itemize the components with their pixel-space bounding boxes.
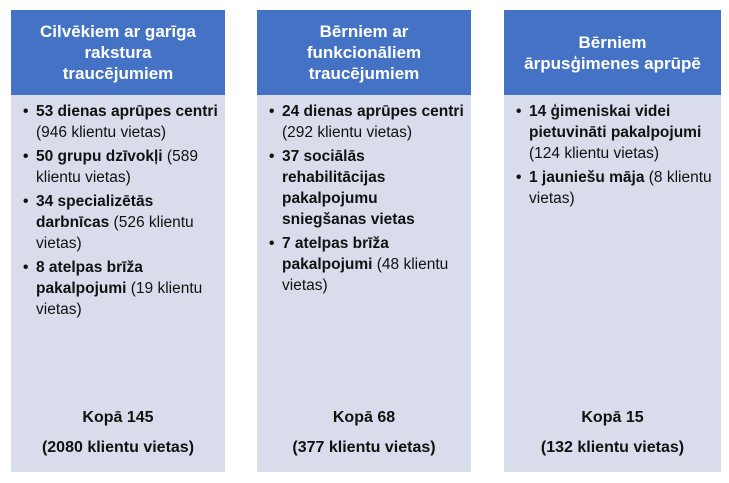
bullet: •	[516, 103, 522, 120]
list-item	[269, 146, 465, 230]
item-count: 1 jauniešu māja	[529, 169, 645, 186]
column-header	[11, 10, 225, 95]
total-places: (132 klientu vietas)	[540, 439, 685, 456]
list-item	[23, 191, 219, 254]
title-line: traucējumiem	[62, 64, 174, 83]
list-item	[516, 167, 715, 209]
item-detail: (292 klientu vietas)	[282, 124, 413, 141]
total-count: Kopā 68	[332, 409, 396, 426]
item-detail: (8 klientu vietas)	[529, 169, 712, 207]
list-item	[23, 257, 219, 320]
item-detail: (946 klientu vietas)	[36, 124, 167, 141]
bullet: •	[23, 103, 29, 120]
item-count: 7 atelpas brīža pakalpojumi	[282, 235, 389, 273]
total-count: Kopā 145	[82, 409, 154, 426]
item-count: 8 atelpas brīža pakalpojumi	[36, 259, 143, 297]
bullet: •	[23, 259, 29, 276]
column-body	[11, 95, 225, 472]
item-count: 53 dienas aprūpes centri	[36, 103, 218, 120]
title-line: ārpusģimenes aprūpē	[524, 53, 701, 73]
title-line: traucējumiem	[308, 64, 420, 83]
item-detail: (19 klientu vietas)	[36, 280, 203, 318]
list-item	[23, 146, 219, 188]
list-item	[23, 101, 219, 143]
bullet: •	[269, 103, 275, 120]
item-count: 50 grupu dzīvokļi	[36, 148, 163, 165]
item-detail: (589 klientu vietas)	[36, 148, 198, 186]
item-list	[269, 101, 465, 299]
list-item	[269, 233, 465, 296]
bullet: •	[269, 235, 275, 252]
list-item	[516, 101, 715, 164]
item-detail: (526 klientu vietas)	[36, 214, 194, 252]
item-list	[23, 101, 219, 323]
column-title	[524, 32, 701, 74]
bullet: •	[269, 148, 275, 165]
title-line: Cilvēkiem ar garīga	[40, 22, 196, 41]
item-list	[516, 101, 715, 212]
column-title	[40, 21, 196, 84]
column-header	[257, 10, 471, 95]
list-item	[269, 101, 465, 143]
item-count: 24 dienas aprūpes centri	[282, 103, 464, 120]
column-body	[257, 95, 471, 472]
item-detail: (48 klientu vietas)	[282, 256, 449, 294]
column-body	[504, 95, 721, 472]
total-count: Kopā 15	[581, 409, 644, 426]
item-count: 34 specializētās darbnīcas	[36, 193, 154, 231]
bullet: •	[23, 193, 29, 210]
total-places: (2080 klientu vietas)	[41, 439, 195, 456]
title-line: Bērniem	[578, 32, 647, 52]
total-places: (377 klientu vietas)	[292, 439, 436, 456]
column-title	[307, 21, 421, 84]
item-detail: (124 klientu vietas)	[529, 145, 660, 162]
item-count: 37 sociālās rehabilitācijas pakalpojumu sniegšanas vietas	[282, 148, 415, 228]
item-count: 14 ģimeniskai videi pietuvināti pakalpojumi	[529, 103, 702, 141]
bullet: •	[23, 148, 29, 165]
bullet: •	[516, 169, 522, 186]
title-line: Bērniem ar	[319, 22, 409, 41]
title-line: rakstura	[84, 43, 152, 62]
column-header	[504, 10, 721, 95]
title-line: funkcionāliem	[306, 43, 422, 62]
